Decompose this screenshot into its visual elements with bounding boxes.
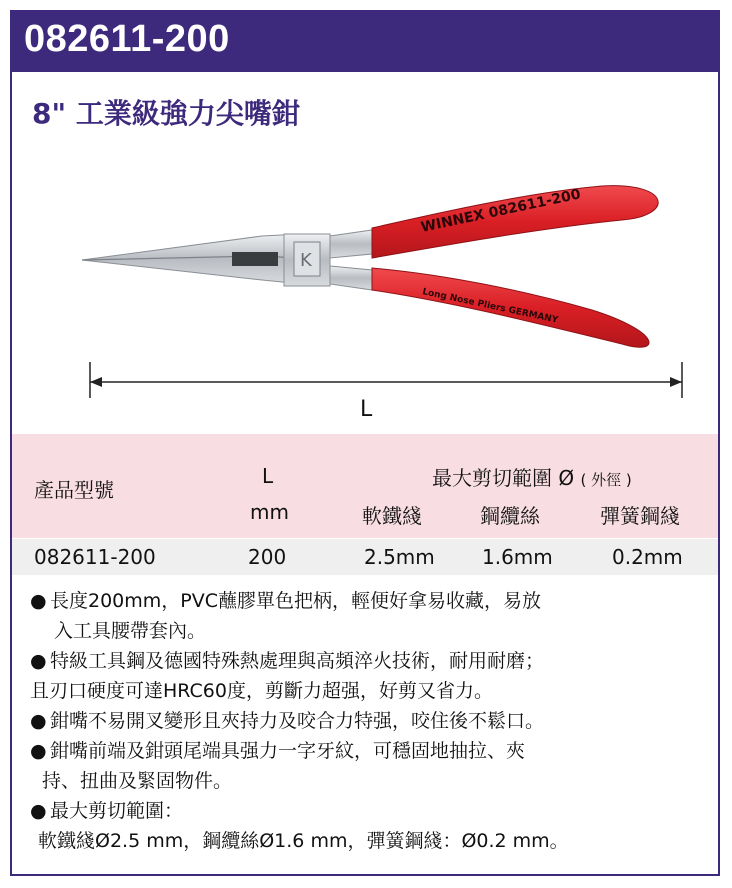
bullet-dot: ● <box>30 800 47 822</box>
header-model: 產品型號 <box>34 478 114 502</box>
header-cut-note: ( 外徑 ) <box>580 471 632 489</box>
bullet-dot: ● <box>30 740 47 762</box>
product-card <box>10 10 720 876</box>
header-spring-steel: 彈簧鋼綫 <box>600 504 680 528</box>
list-item: ● 特級工具鋼及德國特殊熱處理與高頻淬火技術，耐用耐磨； 且刃口硬度可達HRC60度，剪斷力超强，好剪又省力。 <box>30 646 710 706</box>
row-model: 082611-200 <box>34 545 156 569</box>
header-length-unit: mm <box>250 500 289 524</box>
row-length: 200 <box>248 545 287 569</box>
header-bar <box>12 12 718 72</box>
header-soft-iron: 軟鐵綫 <box>362 504 422 528</box>
svg-text:K: K <box>300 250 312 271</box>
row-soft-iron: 2.5mm <box>364 545 435 569</box>
row-spring-steel: 0.2mm <box>612 545 683 569</box>
header-cut-title: 最大剪切範圍 Ø <box>432 466 575 490</box>
list-item: ● 長度200mm，PVC蘸膠單色把柄，輕便好拿易收藏，易放 入工具腰帶套內。 <box>30 586 710 646</box>
handle-print-bottom: Long Nose Pliers GERMANY <box>421 287 559 326</box>
pliers-illustration <box>62 172 692 432</box>
upper-handle <box>372 186 658 258</box>
feature-list <box>30 586 710 856</box>
handle-print-top: WINNEX 082611-200 <box>419 186 583 236</box>
bullet-dot: ● <box>30 710 47 732</box>
spec-table <box>12 434 718 575</box>
bullet-dot: ● <box>30 590 47 612</box>
header-copper-cable: 鋼纜絲 <box>480 504 540 528</box>
table-row <box>12 538 718 575</box>
header-cut-range <box>432 462 632 491</box>
model-number-title: 082611-200 <box>24 18 230 60</box>
list-item: ● 鉗嘴不易開叉變形且夾持力及咬合力特强，咬住後不鬆口。 <box>30 706 710 736</box>
row-copper-cable: 1.6mm <box>482 545 553 569</box>
length-label: L <box>360 397 373 422</box>
list-item: ● 最大剪切範圍： 軟鐵綫Ø2.5 mm，鋼纜絲Ø1.6 mm，彈簧鋼綫：Ø0.2 mm。 <box>30 796 710 856</box>
jaw-groove <box>232 252 278 266</box>
table-header <box>12 434 718 538</box>
product-subtitle: 8" 工業級強力尖嘴鉗 <box>32 97 300 130</box>
list-item: ● 鉗嘴前端及鉗頭尾端具强力一字牙紋，可穩固地抽拉、夾 持、扭曲及緊固物件。 <box>30 736 710 796</box>
bullet-dot: ● <box>30 650 47 672</box>
header-length: L <box>262 464 274 488</box>
